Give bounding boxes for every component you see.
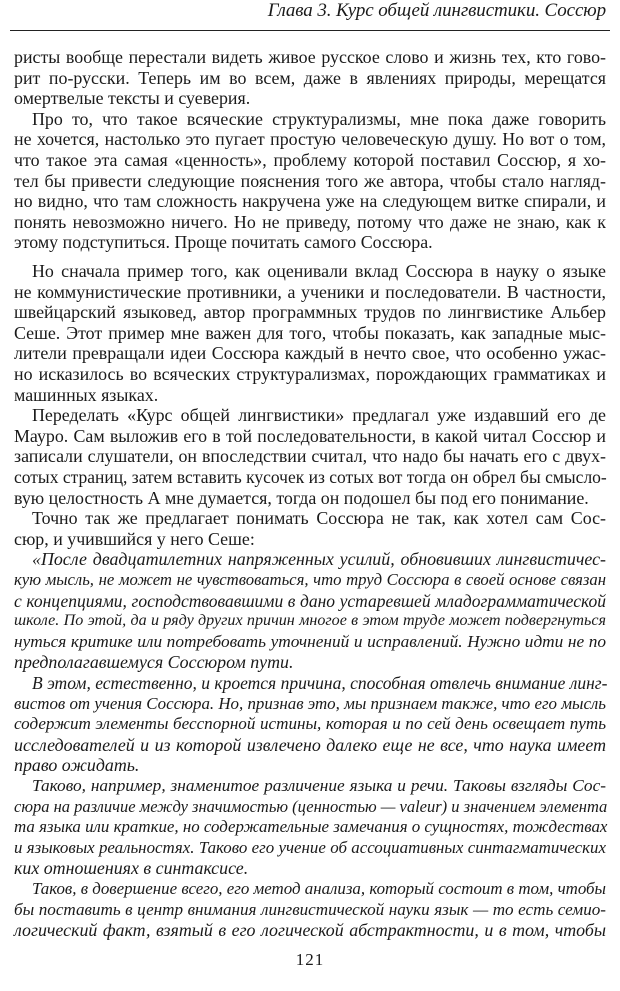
- page-number: 121: [295, 950, 325, 969]
- quote-line: «После двадцатилетних напряженных усилий, обновивших лингвистичес-: [32, 549, 606, 570]
- quote-line: и языковых реальностях. Таково его учение об ассоциативных синтагматических: [14, 837, 606, 857]
- quote-line: нуться критике или потребовать уточнений и исправлений. Нужно идти не по: [14, 631, 606, 651]
- quote-line: Таков, в довершение всего, его метод анализа, который состоит в том, чтобы: [32, 879, 606, 898]
- text-line: но видно, что там сложность накручена уже на следующем витке спирали, и: [14, 191, 606, 212]
- quote-line: право ожидать.: [14, 755, 140, 776]
- quote-line: исследователей и из которой извлечено далеко еще не все, что наука имеет: [14, 734, 606, 755]
- quote-line: кую мысль, не может не чувствоваться, что труд Соссюра в своей основе связан: [14, 570, 606, 589]
- text-line: рит по-русски. Теперь им во всем, даже в явлениях природы, мерещатся: [14, 67, 606, 88]
- text-line: понять невозможно ничего. Но не приведу, потому что даже не знаю, как к: [14, 211, 606, 232]
- quote-line: та языка или краткие, но содержательные замечания о сущностях, тождествах: [14, 817, 608, 837]
- text-line: но исказилось во всяческих структурализмах, порождающих грамматиках и: [14, 364, 606, 384]
- quote-line: логический факт, взятый в его логической абстрактности, и в том, чтобы: [14, 920, 606, 941]
- text-line: Мауро. Сам выложив его в той последовательности, в какой читал Соссюр и: [14, 425, 606, 446]
- text-line: Но сначала пример того, как оценивали вклад Соссюра в науку о языке: [32, 261, 606, 281]
- text-line: не коммунистические противники, а ученики и последователи. В частности,: [14, 281, 606, 302]
- text-line: тел бы привести следующие пояснения того же автора, чтобы стало нагляд-: [14, 170, 606, 191]
- header-rule: [10, 30, 610, 31]
- quote-line: с концепциями, господствовавшими в дано устаревшей младограмматической: [14, 590, 606, 611]
- quote-line: ких отношениях в синтаксисе.: [14, 858, 249, 879]
- quote-line: школе. По этой, да и ряду других причин многое в этом труде может подвергнуться: [14, 612, 606, 630]
- text-line: Переделать «Курс общей лингвистики» предлагал уже издавший его де: [32, 405, 606, 426]
- text-line: Точно так же предлагает понимать Соссюра не так, как хотел сам Сос-: [32, 508, 606, 529]
- text-line: сюр, и учившийся у него Сеше:: [14, 528, 255, 549]
- quote-line: предполагавшемуся Соссюром пути.: [14, 652, 294, 673]
- quote-line: В этом, естественно, и кроется причина, способная отвлечь внимание линг-: [32, 673, 608, 693]
- quote-line: бы поставить в центр внимания лингвистической науки язык — то есть семио-: [14, 899, 606, 919]
- text-line: омертвелые тексты и суеверия.: [14, 88, 251, 109]
- text-line: что такое эта самая «ценность», проблему которой поставил Соссюр, я хо-: [14, 150, 606, 170]
- text-line: сотых страниц, затем вставить кусочек из сотых вот тогда он обрел бы смысло-: [14, 467, 607, 487]
- quote-line: сюра на различие между значимостью (ценностью — valeur) и значением элемента: [14, 796, 608, 816]
- running-header: Глава 3. Курс общей лингвистики. Соссюр: [267, 0, 606, 21]
- text-line: Про то, что такое всяческие структурализмы, мне пока даже говорить: [32, 108, 606, 129]
- text-line: ристы вообще перестали видеть живое русское слово и жизнь тех, кто гово-: [14, 47, 606, 67]
- text-line: лители превращали идеи Соссюра каждый в нечто свое, что особенно ужас-: [14, 343, 606, 364]
- text-line: этому подступиться. Проще почитать самого Соссюра.: [14, 232, 433, 253]
- text-line: не хочется, настолько это пугает простую человеческую душу. Но вот о том,: [14, 129, 606, 150]
- text-line: Сеше. Этот пример мне важен для того, чтобы показать, как западные мыс-: [14, 322, 606, 343]
- quote-line: Таково, например, знаменитое различение языка и речи. Таковы взгляды Сос-: [32, 776, 606, 795]
- quote-line: вистов от учения Соссюра. Но, признав это, мы признаем также, что его мысль: [14, 693, 606, 713]
- text-line: швейцарский языковед, автор программных трудов по лингвистике Альбер: [14, 302, 606, 323]
- quote-line: содержит элементы бесспорной истины, которая и по сей день освещает путь: [14, 714, 606, 734]
- text-line: записали слушатели, он впоследствии считал, что надо бы начать его с двух-: [14, 446, 606, 467]
- text-line: вую целостность А мне думается, тогда он подошел бы под его понимание.: [14, 487, 589, 508]
- text-line: машинных языках.: [14, 384, 159, 405]
